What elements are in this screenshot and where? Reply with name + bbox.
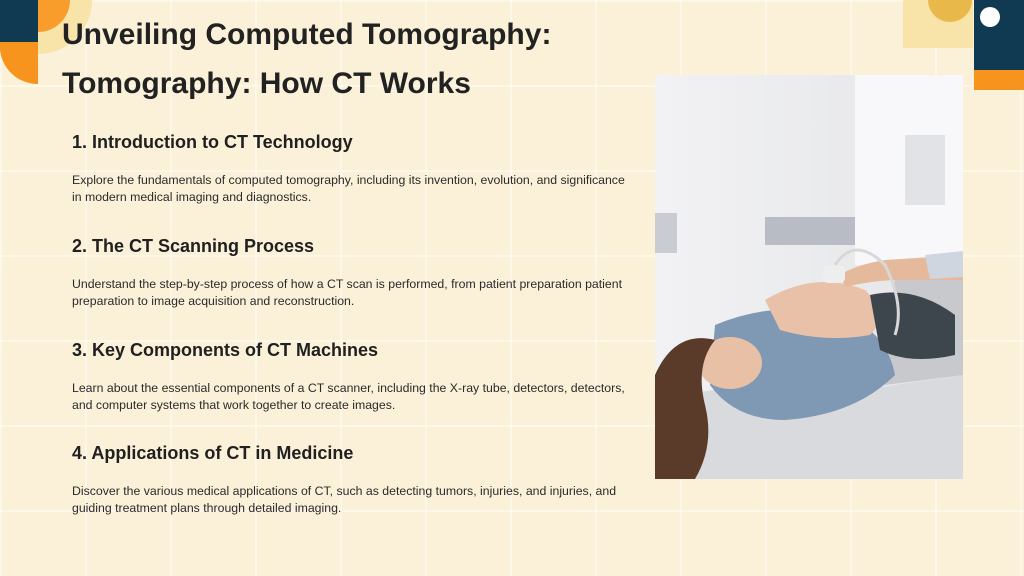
section-applications (72, 441, 632, 517)
section-body: Explore the fundamentals of computed tomography, including its invention, evolution, and significance in modern medical imaging and diagnostics. (72, 173, 625, 204)
section-heading: 3. Key Components of CT Machines (72, 340, 379, 360)
section-body: Learn about the essential components of a CT scanner, including the X-ray tube, detectors, detectors, and computer systems that work together to create images. (72, 381, 625, 412)
section-key-components (72, 338, 632, 414)
section-heading: 4. Applications of CT in Medicine (72, 443, 354, 463)
section-heading: 1. Introduction to CT Technology (72, 132, 353, 152)
section-scanning-process (72, 234, 632, 310)
page-title (62, 10, 551, 108)
section-heading: 2. The CT Scanning Process (72, 236, 315, 256)
section-body: Understand the step-by-step process of how a CT scan is performed, from patient preparation patient preparation to image acquisition and reconstruction. (72, 277, 623, 308)
page-title-line-1: Unveiling Computed Tomography: (62, 18, 552, 51)
page-title-line-2: Tomography: How CT Works (62, 67, 471, 100)
patient-ultrasound-photo (655, 75, 963, 479)
section-introduction (72, 130, 632, 206)
section-body: Discover the various medical applications of CT, such as detecting tumors, injuries, and injuries, and guiding treatment plans through detailed imaging. (72, 484, 617, 515)
